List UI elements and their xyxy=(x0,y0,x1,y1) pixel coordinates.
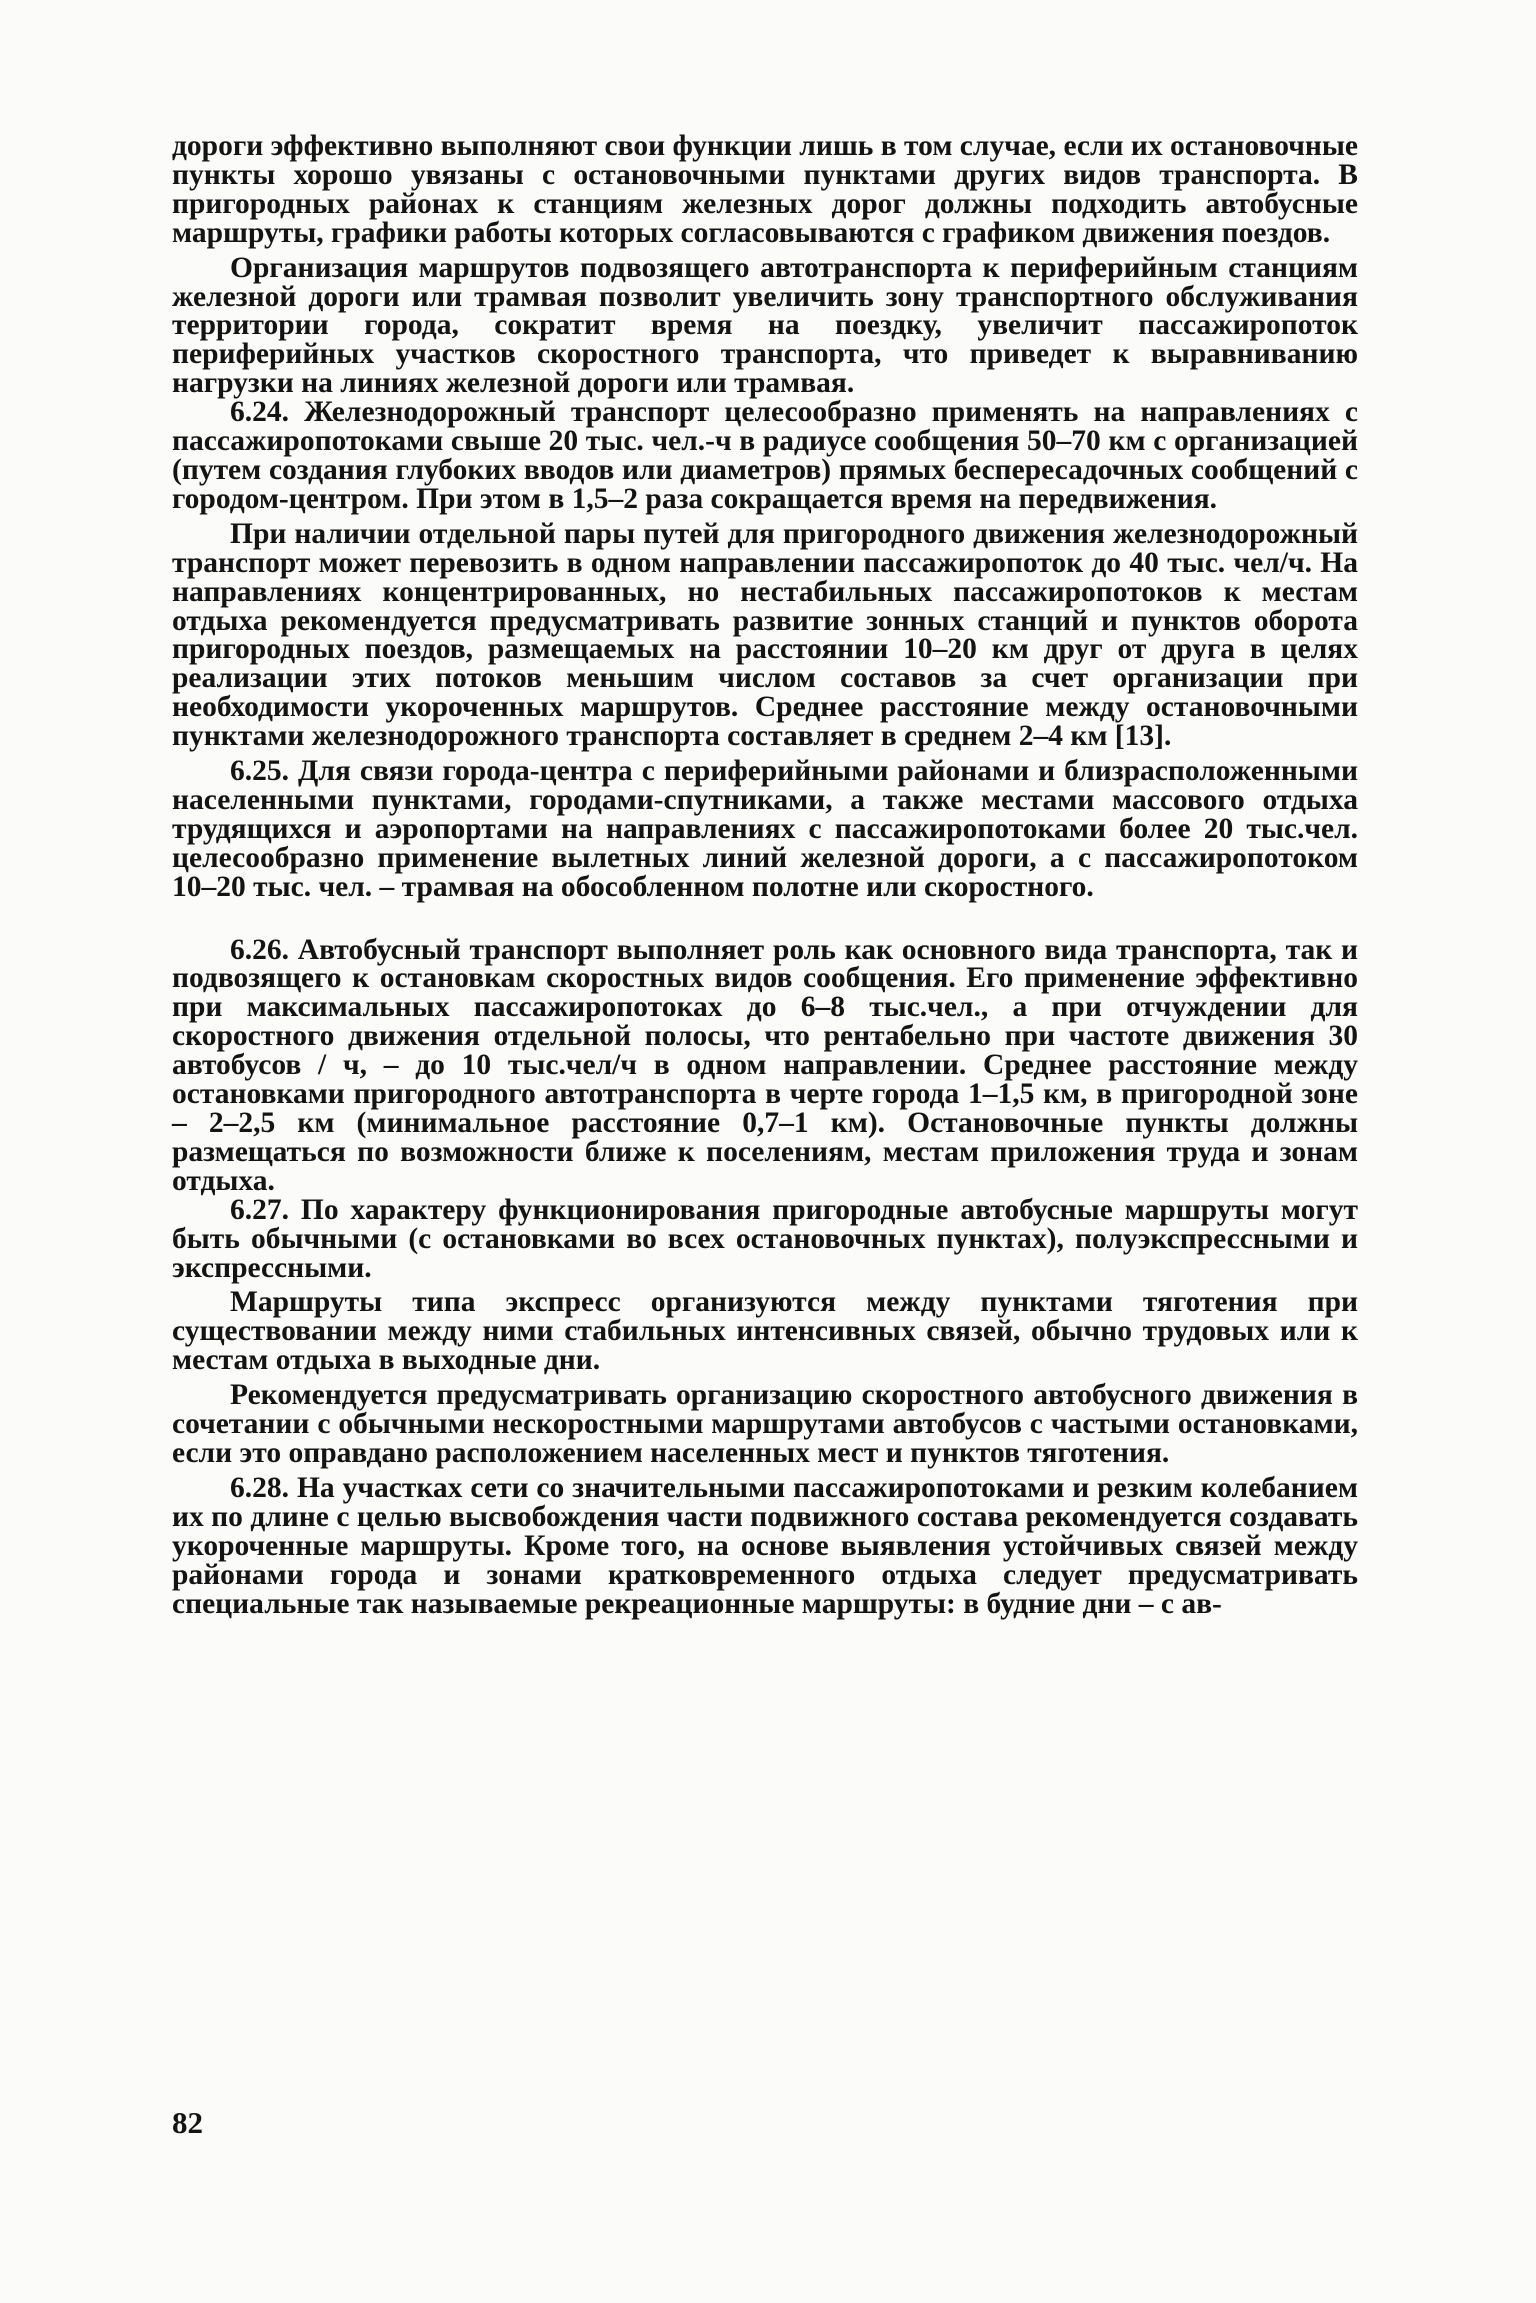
page-number: 82 xyxy=(172,2105,203,2140)
paragraph-2: Организация маршрутов подвозящего автотранспорта к периферийным станциям железной дороги или трамвая позволит увеличить зону транспортного обслуживания территории города, сократит время на поездку, увеличит пассажиропоток периферийных участков скоростного транспорта, что приведет к выравниванию нагрузки на линиях железной дороги или трамвая. xyxy=(172,251,1358,400)
paragraph-7: 6.27. По характеру функционирования пригородные автобусные маршруты могут быть обычными (с остановками во всех остановочных пунктах), полуэкспрессными и экспрессными. xyxy=(172,1193,1358,1284)
paragraph-6: 6.26. Автобусный транспорт выполняет роль как основного вида транспорта, так и подвозящего к остановкам скоростных видов сообщения. Его применение эффективно при максимальных пассажиропотоках до 6–8 тыс.чел., а при отчуждении для скоростного движения отдельной полосы, что рентабельно при частоте движения 30 автобусов / ч, – до 10 тыс.чел/ч в одном направлении. Среднее расстояние между остановками пригородного автотранспорта в черте города 1–1,5 км, в пригородной зоне – 2–2,5 км (минимальное расстояние 0,7–1 км). Остановочные пункты должны размещаться по возможности ближе к поселениям, местам приложения труда и зонам отдыха. xyxy=(172,933,1358,1197)
paragraph-10: 6.28. На участках сети со значительными пассажиропотоками и резким колебанием их по длине с целью высвобождения части подвижного состава рекомендуется создавать укороченные маршруты. Кроме того, на основе выявления устойчивых связей между районами города и зонами кратковременного отдыха следует предусматривать специальные так называемые рекреационные маршруты: в будние дни – с ав- xyxy=(172,1471,1358,1620)
paragraph-3: 6.24. Железнодорожный транспорт целесообразно применять на направлениях с пассажиропотоками свыше 20 тыс. чел.-ч в радиусе сообщения 50–70 км с организацией (путем создания глубоких вводов или диаметров) прямых беспересадочных сообщений с городом-центром. При этом в 1,5–2 раза сокращается время на передвижения. xyxy=(172,396,1358,515)
paragraph-9: Рекомендуется предусматривать организацию скоростного автобусного движения в сочетании с обычными нескоростными маршрутами автобусов с частыми остановками, если это оправдано расположением населенных мест и пунктов тяготения. xyxy=(172,1379,1358,1469)
paragraph-5: 6.25. Для связи города-центра с периферийными районами и близрасположенными населенными пунктами, городами-спутниками, а также местами массового отдыха трудящихся и аэропортами на направлениях с пассажиропотоками более 20 тыс.чел. целесообразно применение вылетных линий железной дороги, а с пассажиропотоком 10–20 тыс. чел. – трамвая на обособленном полотне или скоростного. xyxy=(172,755,1358,903)
body-text xyxy=(172,132,1358,1618)
paragraph-4: При наличии отдельной пары путей для пригородного движения железнодорожный транспорт может перевозить в одном направлении пассажиропоток до 40 тыс. чел/ч. На направлениях концентрированных, но нестабильных пассажиропотоков к местам отдыха рекомендуется предусматривать развитие зонных станций и пунктов оборота пригородных поездов, размещаемых на расстоянии 10–20 км друг от друга в целях реализации этих потоков меньшим числом составов за счет организации при необходимости укороченных маршрутов. Среднее расстояние между остановочными пунктами железнодорожного транспорта составляет в среднем 2–4 км [13]. xyxy=(172,517,1358,753)
paragraph-1: дороги эффективно выполняют свои функции лишь в том случае, если их остановочные пункты хорошо увязаны с остановочными пунктами других видов транспорта. В пригородных районах к станциям железных дорог должны подходить автобусные маршруты, графики работы которых согласовываются с графиком движения поездов. xyxy=(172,130,1358,249)
paragraph-8: Маршруты типа экспресс организуются между пунктами тяготения при существовании между ними стабильных интенсивных связей, обычно трудовых или к местам отдыха в выходные дни. xyxy=(172,1286,1358,1377)
